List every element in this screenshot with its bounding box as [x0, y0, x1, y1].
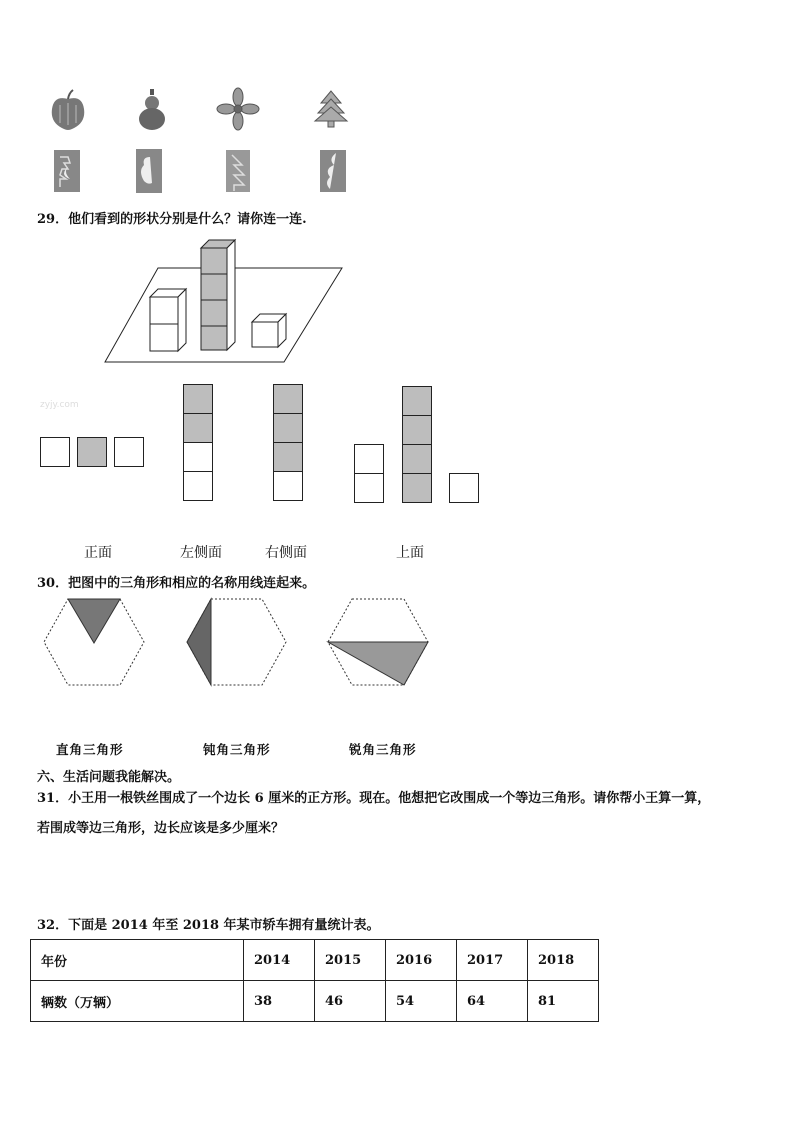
year-cell: 2017 — [457, 940, 528, 981]
year-cell: 2016 — [386, 940, 457, 981]
view-d-square-6 — [402, 473, 432, 503]
row-header-count: 辆数（万辆） — [31, 981, 244, 1022]
hexagon-1 — [44, 599, 144, 685]
section-6-heading: 六、生活问题我能解决。 — [37, 770, 181, 785]
view-label-left: 左侧面 — [180, 545, 222, 561]
view-a-square-2 — [77, 437, 107, 467]
question-31 — [37, 784, 772, 844]
view-d-square-1 — [354, 444, 384, 474]
table-row — [31, 940, 599, 981]
apple-icon — [52, 90, 85, 130]
year-cell: 2014 — [244, 940, 315, 981]
hexagon-2 — [187, 599, 286, 685]
tree-icon — [315, 91, 347, 127]
count-cell: 38 — [244, 981, 315, 1022]
view-d-square-3 — [402, 386, 432, 416]
year-cell: 2015 — [315, 940, 386, 981]
question-30-title: 30．把图中的三角形和相应的名称用线连起来。 — [37, 576, 316, 591]
tree-half-cutout — [226, 150, 250, 192]
view-b-square-3 — [183, 442, 213, 472]
view-a-square-3 — [114, 437, 144, 467]
count-cell: 64 — [457, 981, 528, 1022]
name-right-triangle: 直角三角形 — [56, 742, 124, 757]
count-cell: 81 — [528, 981, 599, 1022]
watermark: zyjy.com — [40, 400, 79, 410]
symmetry-figures — [40, 85, 360, 200]
table-row — [31, 981, 599, 1022]
name-acute-triangle: 锐角三角形 — [349, 742, 417, 757]
gourd-half-cutout — [136, 149, 162, 193]
leaf-cutout — [54, 150, 80, 192]
question-31-line-1: 31．小王用一根铁丝围成了一个边长 6 厘米的正方形。现在。他想把它改围成一个等边三角形。请你帮小王算一算， — [37, 791, 711, 806]
count-cell: 54 — [386, 981, 457, 1022]
view-d-square-7 — [449, 473, 479, 503]
view-label-front: 正面 — [84, 545, 112, 561]
car-ownership-table — [30, 939, 599, 1022]
name-obtuse-triangle: 钝角三角形 — [203, 742, 271, 757]
question-29-title: 29．他们看到的形状分别是什么？请你连一连. — [37, 212, 307, 227]
year-cell: 2018 — [528, 940, 599, 981]
view-c-square-2 — [273, 413, 303, 443]
view-d-square-5 — [402, 444, 432, 474]
flower-icon — [217, 88, 259, 130]
count-cell: 46 — [315, 981, 386, 1022]
question-31-line-2: 若围成等边三角形，边长应该是多少厘米？ — [37, 821, 285, 836]
view-b-square-1 — [183, 384, 213, 414]
row-header-year: 年份 — [31, 940, 244, 981]
cube-stack-scene — [100, 238, 350, 368]
hexagon-triangles — [40, 596, 440, 691]
view-c-square-3 — [273, 442, 303, 472]
gourd-icon — [139, 89, 165, 130]
view-a-square-1 — [40, 437, 70, 467]
view-label-top: 上面 — [396, 545, 424, 561]
flower-half-cutout — [320, 150, 346, 192]
view-c-square-4 — [273, 471, 303, 501]
view-b-square-4 — [183, 471, 213, 501]
view-c-square-1 — [273, 384, 303, 414]
view-d-square-4 — [402, 415, 432, 445]
hexagon-3 — [328, 599, 428, 685]
question-32-title: 32．下面是 2014 年至 2018 年某市轿车拥有量统计表。 — [37, 918, 380, 933]
view-b-square-2 — [183, 413, 213, 443]
view-d-square-2 — [354, 473, 384, 503]
view-label-right: 右侧面 — [265, 545, 307, 561]
